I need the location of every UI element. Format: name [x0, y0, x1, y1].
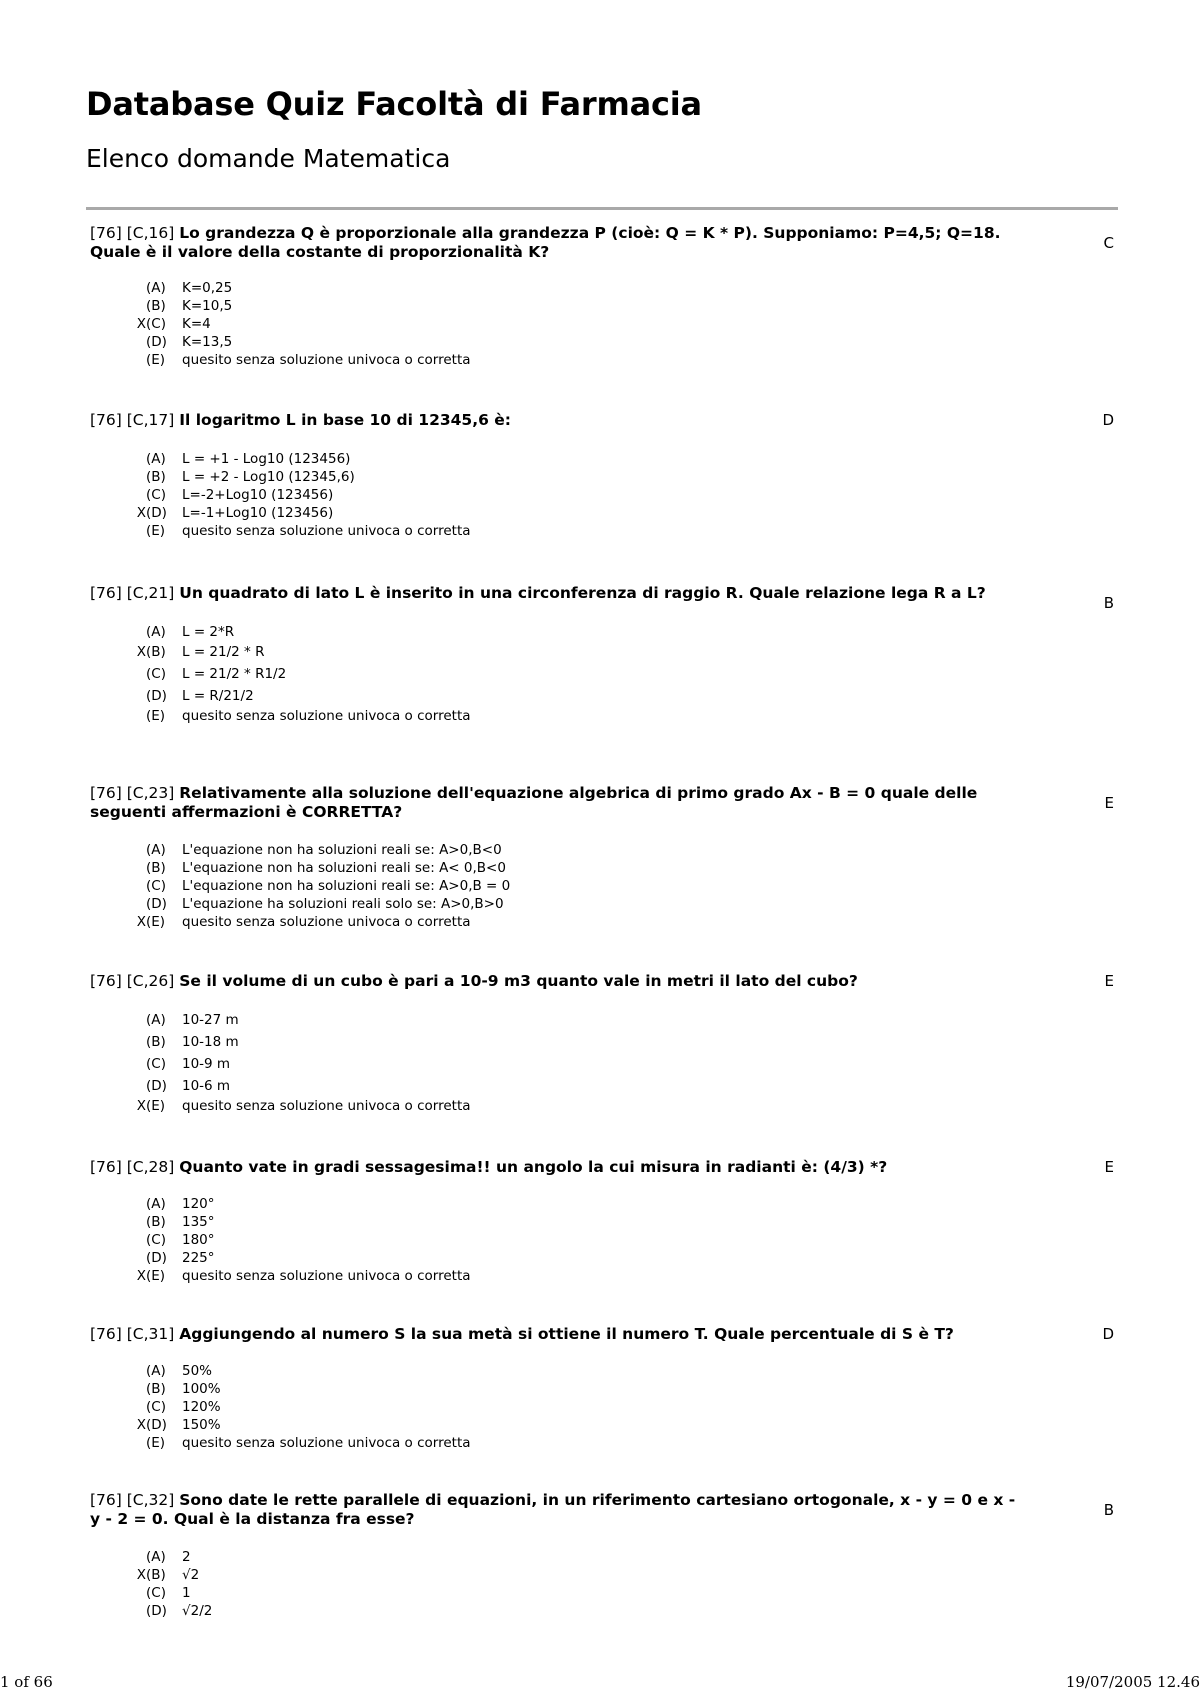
correct-answer-letter: B: [1103, 1501, 1114, 1519]
correct-answer-letter: E: [1104, 1158, 1114, 1176]
question-ref: [76] [C,28]: [90, 1158, 175, 1176]
option-letter: (A): [146, 1196, 166, 1212]
option-text: 225°: [182, 1250, 215, 1266]
option-text: 2: [182, 1549, 191, 1565]
option-letter: (B): [146, 1214, 166, 1230]
option-row: [136, 641, 1114, 663]
question-item: [90, 1325, 1114, 1452]
option-text: 150%: [182, 1417, 221, 1433]
options-list: [136, 450, 1114, 540]
option-row: [136, 450, 1114, 468]
option-row: [136, 1097, 1114, 1115]
option-letter: (B): [146, 1381, 166, 1397]
question-item: [90, 1158, 1114, 1285]
option-row: [136, 685, 1114, 707]
option-letter: (B): [146, 1567, 166, 1583]
option-text: 10-6 m: [182, 1078, 231, 1094]
question-text: Relativamente alla soluzione dell'equazione algebrica di primo grado Ax - B = 0 quale delle seguenti affermazioni è CORRETTA?: [90, 784, 978, 821]
question-item: [90, 584, 1114, 725]
option-text: √2: [182, 1567, 200, 1583]
option-text: L = 2*R: [182, 624, 235, 640]
answer-mark: X: [136, 1417, 146, 1433]
option-row: [136, 841, 1114, 859]
option-text: L = R/21/2: [182, 688, 254, 704]
option-letter: (E): [146, 523, 166, 539]
options-list: [136, 1362, 1114, 1452]
option-text: L'equazione non ha soluzioni reali se: A>0,B = 0: [182, 878, 511, 894]
page-counter: 1 of 66: [0, 1673, 53, 1691]
question-item: [90, 784, 1114, 931]
option-letter: (D): [146, 334, 167, 350]
correct-answer-letter: E: [1104, 794, 1114, 812]
question-item: [90, 411, 1114, 540]
answer-mark: X: [136, 1098, 146, 1114]
option-text: 10-18 m: [182, 1034, 239, 1050]
option-row: [136, 913, 1114, 931]
option-row: [136, 522, 1114, 540]
option-row: [136, 1053, 1114, 1075]
question-text: Un quadrato di lato L è inserito in una circonferenza di raggio R. Quale relazione lega R a L?: [179, 584, 986, 602]
correct-answer-letter: D: [1102, 1325, 1114, 1343]
option-row: [136, 663, 1114, 685]
option-letter: (A): [146, 280, 166, 296]
option-row: [136, 1213, 1114, 1231]
option-letter: (B): [146, 860, 166, 876]
option-letter: (D): [146, 1417, 167, 1433]
question-item: [90, 224, 1114, 369]
options-list: [136, 279, 1114, 369]
option-letter: (D): [146, 1250, 167, 1266]
question-text: Aggiungendo al numero S la sua metà si ottiene il numero T. Quale percentuale di S è T?: [179, 1325, 954, 1343]
option-letter: (A): [146, 1549, 166, 1565]
print-datetime: 19/07/2005 12.46: [1065, 1673, 1200, 1691]
option-row: [136, 1416, 1114, 1434]
option-text: L = 21/2 * R1/2: [182, 666, 287, 682]
option-text: K=10,5: [182, 298, 233, 314]
answer-mark: X: [136, 1268, 146, 1284]
option-letter: (E): [146, 708, 166, 724]
option-row: [136, 333, 1114, 351]
header-divider: [86, 207, 1118, 210]
option-letter: (C): [146, 1585, 166, 1601]
option-row: [136, 877, 1114, 895]
option-row: [136, 351, 1114, 369]
correct-answer-letter: C: [1103, 234, 1114, 252]
option-row: [136, 1380, 1114, 1398]
option-text: quesito senza soluzione univoca o corretta: [182, 523, 471, 539]
question-text: Il logaritmo L in base 10 di 12345,6 è:: [179, 411, 511, 429]
option-text: K=13,5: [182, 334, 233, 350]
option-row: [136, 1362, 1114, 1380]
answer-mark: X: [136, 914, 146, 930]
option-letter: (E): [146, 1435, 166, 1451]
option-row: [136, 1031, 1114, 1053]
correct-answer-letter: E: [1104, 972, 1114, 990]
correct-answer-letter: B: [1103, 594, 1114, 612]
option-text: quesito senza soluzione univoca o corretta: [182, 1268, 471, 1284]
question-text: Quanto vate in gradi sessagesima!! un angolo la cui misura in radianti è: (4/3) *?: [179, 1158, 888, 1176]
option-letter: (C): [146, 1056, 166, 1072]
options-list: [136, 841, 1114, 931]
question-ref: [76] [C,31]: [90, 1325, 175, 1343]
option-text: L = +1 - Log10 (123456): [182, 451, 351, 467]
options-list: [136, 1548, 1114, 1620]
option-row: [136, 1566, 1114, 1584]
option-text: 50%: [182, 1363, 213, 1379]
option-text: L'equazione ha soluzioni reali solo se: A>0,B>0: [182, 896, 504, 912]
option-letter: (B): [146, 1034, 166, 1050]
option-letter: (D): [146, 1603, 167, 1619]
option-letter: (D): [146, 1078, 167, 1094]
option-row: [136, 859, 1114, 877]
option-text: L=-1+Log10 (123456): [182, 505, 334, 521]
option-text: 10-9 m: [182, 1056, 231, 1072]
option-row: [136, 504, 1114, 522]
option-row: [136, 1584, 1114, 1602]
question-ref: [76] [C,32]: [90, 1491, 175, 1509]
question-text: Lo grandezza Q è proporzionale alla grandezza P (cioè: Q = K * P). Supponiamo: P=4,5; Q=18. Quale è il valore della costante di proporzionalità K?: [90, 224, 1001, 261]
options-list: [136, 623, 1114, 725]
option-letter: (D): [146, 688, 167, 704]
question-ref: [76] [C,26]: [90, 972, 175, 990]
option-letter: (C): [146, 1232, 166, 1248]
option-letter: (C): [146, 878, 166, 894]
question-text: Se il volume di un cubo è pari a 10-9 m3 quanto vale in metri il lato del cubo?: [179, 972, 858, 990]
question-text: Sono date le rette parallele di equazioni, in un riferimento cartesiano ortogonale, x - y = 0 e x - y - 2 = 0. Qual è la distanza fra esse?: [90, 1491, 1016, 1528]
options-list: [136, 1009, 1114, 1115]
option-letter: (D): [146, 896, 167, 912]
option-row: [136, 707, 1114, 725]
option-letter: (B): [146, 298, 166, 314]
option-letter: (B): [146, 469, 166, 485]
option-text: 135°: [182, 1214, 215, 1230]
option-row: [136, 1009, 1114, 1031]
option-letter: (C): [146, 666, 166, 682]
option-text: 100%: [182, 1381, 221, 1397]
option-text: 120°: [182, 1196, 215, 1212]
option-row: [136, 297, 1114, 315]
options-list: [136, 1195, 1114, 1285]
page-subtitle: Elenco domande Matematica: [86, 144, 451, 173]
option-text: 180°: [182, 1232, 215, 1248]
option-letter: (A): [146, 624, 166, 640]
option-letter: (C): [146, 1399, 166, 1415]
option-row: [136, 1398, 1114, 1416]
question-ref: [76] [C,16]: [90, 224, 175, 242]
option-text: L = 21/2 * R: [182, 644, 265, 660]
option-row: [136, 1075, 1114, 1097]
option-row: [136, 315, 1114, 333]
option-text: quesito senza soluzione univoca o corretta: [182, 352, 471, 368]
page-title: Database Quiz Facoltà di Farmacia: [86, 85, 702, 123]
option-text: L'equazione non ha soluzioni reali se: A>0,B<0: [182, 842, 502, 858]
option-row: [136, 468, 1114, 486]
answer-mark: X: [136, 316, 146, 332]
correct-answer-letter: D: [1102, 411, 1114, 429]
question-ref: [76] [C,17]: [90, 411, 175, 429]
option-text: L'equazione non ha soluzioni reali se: A< 0,B<0: [182, 860, 506, 876]
option-letter: (A): [146, 1012, 166, 1028]
option-text: 10-27 m: [182, 1012, 239, 1028]
option-letter: (E): [146, 1098, 166, 1114]
option-text: √2/2: [182, 1603, 213, 1619]
option-text: L = +2 - Log10 (12345,6): [182, 469, 355, 485]
option-row: [136, 1548, 1114, 1566]
option-letter: (A): [146, 842, 166, 858]
option-text: quesito senza soluzione univoca o corretta: [182, 1435, 471, 1451]
answer-mark: X: [136, 1567, 146, 1583]
option-letter: (E): [146, 352, 166, 368]
option-letter: (E): [146, 914, 166, 930]
option-text: quesito senza soluzione univoca o corretta: [182, 1098, 471, 1114]
option-text: quesito senza soluzione univoca o corretta: [182, 708, 471, 724]
option-text: K=0,25: [182, 280, 233, 296]
option-row: [136, 1195, 1114, 1213]
option-letter: (C): [146, 316, 166, 332]
option-row: [136, 1249, 1114, 1267]
option-letter: (B): [146, 644, 166, 660]
option-letter: (E): [146, 1268, 166, 1284]
option-row: [136, 1231, 1114, 1249]
option-text: K=4: [182, 316, 211, 332]
option-letter: (C): [146, 487, 166, 503]
question-item: [90, 972, 1114, 1115]
option-row: [136, 1602, 1114, 1620]
option-row: [136, 1434, 1114, 1452]
question-ref: [76] [C,23]: [90, 784, 175, 802]
answer-mark: X: [136, 644, 146, 660]
answer-mark: X: [136, 505, 146, 521]
option-letter: (D): [146, 505, 167, 521]
option-row: [136, 895, 1114, 913]
option-text: L=-2+Log10 (123456): [182, 487, 334, 503]
option-text: 120%: [182, 1399, 221, 1415]
option-text: 1: [182, 1585, 191, 1601]
option-row: [136, 1267, 1114, 1285]
option-row: [136, 486, 1114, 504]
question-item: [90, 1491, 1114, 1620]
option-letter: (A): [146, 451, 166, 467]
option-text: quesito senza soluzione univoca o corretta: [182, 914, 471, 930]
option-letter: (A): [146, 1363, 166, 1379]
option-row: [136, 623, 1114, 641]
option-row: [136, 279, 1114, 297]
question-ref: [76] [C,21]: [90, 584, 175, 602]
